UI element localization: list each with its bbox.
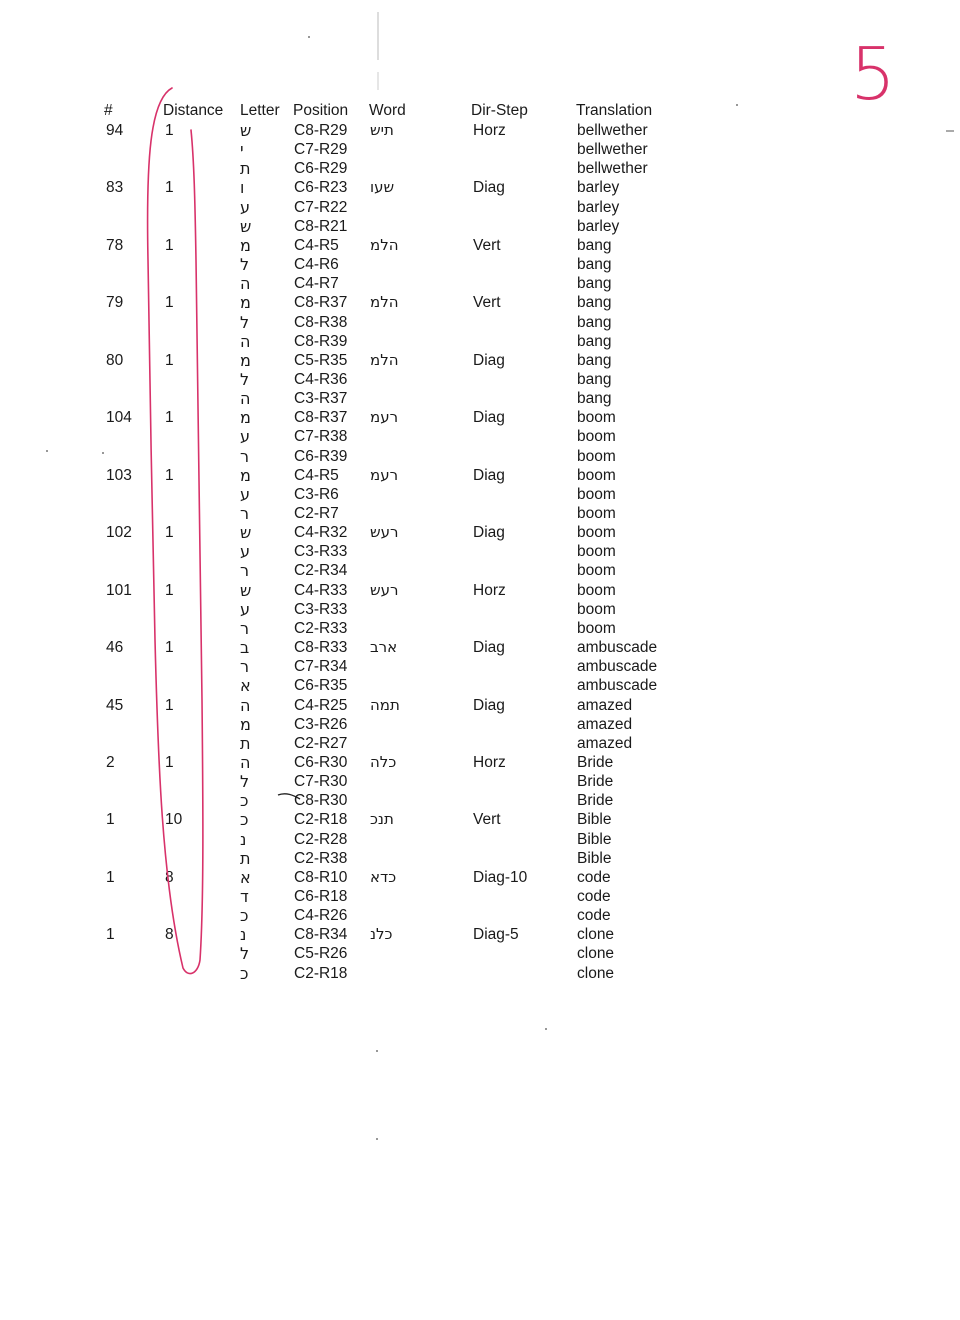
row-translation: code [577, 868, 611, 886]
row-position: C4-R36 [294, 370, 348, 388]
row-distance: 1 [165, 294, 174, 312]
row-num: 79 [106, 294, 124, 312]
row-position: C8-R21 [294, 217, 348, 235]
row-letter: ד [240, 887, 249, 906]
row-position: C4-R5 [294, 236, 339, 254]
row-letter: ר [240, 561, 250, 581]
row-letter: מ [240, 408, 251, 428]
row-translation: boom [577, 581, 616, 599]
row-position: C2-R18 [294, 811, 348, 829]
row-position: C3-R33 [294, 600, 348, 618]
row-distance: 1 [165, 466, 174, 484]
row-dir-step: Diag [473, 351, 505, 369]
row-letter: ת [240, 848, 251, 868]
row-word: כלה [370, 752, 397, 771]
row-letter: ל [240, 312, 250, 332]
row-word: ארב [370, 638, 398, 657]
row-letter: ש [240, 121, 252, 140]
row-position: C3-R6 [294, 485, 339, 503]
row-position: C2-R38 [294, 849, 348, 867]
pen-flick-mark [278, 794, 300, 799]
row-letter: כ [240, 963, 249, 983]
row-letter: ע [240, 427, 251, 447]
row-translation: ambuscade [577, 677, 658, 695]
row-num: 101 [106, 581, 132, 599]
row-position: C4-R32 [294, 524, 348, 542]
row-letter: ע [240, 599, 251, 619]
row-position: C8-R37 [294, 409, 348, 427]
row-translation: boom [577, 600, 616, 618]
row-translation: bang [577, 313, 612, 331]
row-word: רעש [370, 580, 399, 599]
header-translation: Translation [576, 102, 653, 119]
row-position: C2-R33 [294, 619, 348, 637]
row-position: C3-R33 [294, 543, 348, 561]
row-distance: 1 [165, 409, 174, 427]
row-position: C4-R26 [294, 907, 348, 925]
row-dir-step: Vert [473, 294, 501, 312]
row-letter: ה [240, 274, 251, 294]
row-translation: code [577, 907, 611, 925]
row-dir-step: Diag-10 [473, 868, 528, 886]
row-letter: י [240, 140, 244, 160]
row-position: C4-R5 [294, 466, 339, 484]
row-distance: 8 [165, 926, 174, 944]
row-letter: ה [240, 695, 251, 715]
row-translation: amazed [577, 734, 633, 752]
row-letter: ל [240, 369, 250, 389]
row-letter: מ [240, 293, 251, 313]
row-position: C8-R38 [294, 313, 348, 331]
row-translation: boom [577, 485, 616, 503]
row-translation: clone [577, 945, 615, 963]
row-translation: bang [577, 390, 612, 408]
row-translation: boom [577, 466, 616, 484]
row-translation: bellwether [577, 122, 648, 139]
row-num: 1 [106, 811, 115, 829]
row-letter: ע [240, 484, 251, 504]
row-position: C7-R29 [294, 141, 348, 159]
row-translation: barley [577, 198, 620, 216]
row-translation: Bride [577, 773, 614, 791]
header-position: Position [293, 102, 349, 119]
row-distance: 1 [165, 351, 174, 369]
row-translation: boom [577, 619, 616, 637]
row-translation: bellwether [577, 141, 648, 159]
row-position: C3-R26 [294, 715, 348, 733]
row-letter: ע [240, 197, 251, 217]
row-dir-step: Diag [473, 696, 505, 714]
row-position: C4-R33 [294, 581, 348, 599]
row-word: רעש [370, 523, 399, 542]
row-translation: barley [577, 217, 620, 235]
row-position: C7-R34 [294, 658, 348, 676]
row-translation: Bride [577, 753, 614, 771]
row-translation: boom [577, 543, 616, 561]
row-distance: 1 [165, 236, 174, 254]
row-position: C7-R22 [294, 198, 348, 216]
row-position: C8-R30 [294, 792, 348, 810]
row-translation: bang [577, 236, 612, 254]
row-word: תנכ [370, 810, 394, 829]
row-translation: bang [577, 294, 612, 312]
row-word: תיש [370, 121, 394, 139]
row-translation: bang [577, 275, 612, 293]
row-translation: Bible [577, 830, 612, 848]
row-distance: 1 [165, 524, 174, 542]
row-letter: כ [240, 810, 249, 830]
row-position: C4-R25 [294, 696, 348, 714]
row-num: 78 [106, 236, 124, 254]
scan-speck [736, 104, 738, 106]
row-letter: ל [240, 772, 250, 792]
row-letter: ת [240, 159, 251, 179]
row-distance: 8 [165, 868, 174, 886]
scan-speck [376, 1050, 378, 1052]
row-num: 103 [106, 466, 132, 484]
row-word: כדא [370, 867, 397, 886]
row-position: C6-R23 [294, 179, 348, 197]
row-letter: ה [240, 752, 251, 772]
row-position: C4-R6 [294, 256, 339, 274]
row-dir-step: Diag [473, 466, 505, 484]
row-translation: bang [577, 332, 612, 350]
header-letter: Letter [240, 102, 280, 119]
row-translation: Bride [577, 792, 614, 810]
row-position: C7-R30 [294, 773, 348, 791]
row-num: 2 [106, 753, 115, 771]
row-letter: א [240, 867, 251, 887]
row-position: C7-R38 [294, 428, 348, 446]
row-translation: Bible [577, 849, 612, 867]
row-distance: 1 [165, 581, 174, 599]
row-letter: ש [240, 523, 252, 543]
row-letter: ר [240, 504, 250, 523]
row-num: 104 [106, 409, 132, 427]
row-translation: clone [577, 926, 615, 944]
row-dir-step: Diag [473, 409, 505, 427]
row-translation: bang [577, 351, 612, 369]
row-translation: boom [577, 447, 616, 465]
row-letter: ו [240, 178, 245, 198]
row-translation: bang [577, 256, 612, 274]
row-dir-step: Horz [473, 581, 506, 599]
row-translation: boom [577, 524, 616, 542]
row-position: C6-R35 [294, 677, 348, 695]
row-letter: ה [240, 389, 251, 409]
row-num: 46 [106, 639, 124, 657]
row-num: 80 [106, 351, 124, 369]
row-translation: boom [577, 562, 616, 580]
row-dir-step: Diag [473, 524, 505, 542]
row-position: C8-R33 [294, 639, 348, 657]
scan-speck [308, 36, 310, 38]
row-translation: boom [577, 505, 616, 522]
row-position: C6-R39 [294, 447, 348, 465]
row-word: כלנ [370, 925, 393, 944]
row-letter: ל [240, 944, 250, 964]
page-number-annotation: 5 [850, 32, 896, 116]
row-distance: 1 [165, 696, 174, 714]
row-position: C2-R18 [294, 964, 348, 982]
row-translation: amazed [577, 696, 633, 714]
row-position: C8-R34 [294, 926, 348, 944]
row-position: C6-R29 [294, 160, 348, 178]
row-dir-step: Vert [473, 236, 501, 254]
row-letter: מ [240, 350, 251, 370]
header-word: Word [369, 102, 406, 119]
row-letter: מ [240, 714, 251, 734]
row-translation: Bible [577, 811, 612, 829]
row-translation: amazed [577, 715, 633, 733]
row-position: C2-R7 [294, 505, 339, 522]
header-num: # [104, 102, 113, 119]
row-word: הלמ [370, 235, 399, 254]
row-dir-step: Diag-5 [473, 926, 519, 944]
row-word: הלמ [370, 350, 399, 369]
row-letter: ר [240, 618, 250, 638]
row-dir-step: Vert [473, 811, 501, 829]
row-word: רעמ [370, 408, 399, 427]
row-position: C2-R27 [294, 734, 348, 752]
row-letter: ה [240, 331, 251, 351]
row-distance: 10 [165, 811, 183, 829]
row-letter: א [240, 676, 251, 696]
row-dir-step: Diag [473, 639, 505, 657]
row-translation: ambuscade [577, 639, 658, 657]
row-translation: clone [577, 964, 615, 982]
row-num: 102 [106, 524, 132, 542]
row-num: 1 [106, 926, 115, 944]
header-dir-step: Dir-Step [471, 102, 528, 119]
row-letter: ת [240, 733, 251, 753]
row-word: תמה [370, 695, 400, 714]
scan-speck [376, 1138, 378, 1140]
row-letter: ש [240, 216, 252, 236]
row-position: C6-R18 [294, 888, 348, 905]
row-distance: 1 [165, 122, 174, 139]
row-letter: ר [240, 446, 250, 466]
row-letter: נ [240, 925, 247, 945]
scan-speck [46, 450, 48, 452]
row-num: 45 [106, 696, 124, 714]
row-position: C5-R26 [294, 945, 348, 963]
row-position: C5-R35 [294, 351, 348, 369]
row-translation: barley [577, 179, 620, 197]
row-dir-step: Horz [473, 753, 506, 771]
row-position: C6-R30 [294, 753, 348, 771]
row-letter: ע [240, 542, 251, 562]
row-position: C8-R10 [294, 868, 348, 886]
red-pen-loop [148, 88, 203, 974]
row-translation: bang [577, 370, 612, 388]
row-num: 1 [106, 868, 115, 886]
row-position: C8-R29 [294, 122, 348, 139]
row-letter: כ [240, 791, 249, 811]
row-distance: 1 [165, 179, 174, 197]
row-translation: code [577, 888, 611, 905]
row-letter: מ [240, 465, 251, 485]
row-position: C4-R7 [294, 275, 339, 293]
row-word: הלמ [370, 293, 399, 312]
row-letter: ל [240, 255, 250, 275]
row-distance: 1 [165, 753, 174, 771]
row-translation: ambuscade [577, 658, 658, 676]
row-position: C2-R34 [294, 562, 348, 580]
row-distance: 1 [165, 639, 174, 657]
row-num: 83 [106, 179, 124, 197]
row-word: רעמ [370, 465, 399, 484]
row-num: 94 [106, 122, 124, 139]
header-distance: Distance [163, 102, 224, 119]
row-letter: ב [240, 638, 250, 658]
row-translation: boom [577, 409, 616, 427]
row-dir-step: Diag [473, 179, 505, 197]
row-letter: כ [240, 906, 249, 926]
row-letter: נ [240, 829, 247, 849]
row-letter: ש [240, 580, 252, 600]
row-position: C3-R37 [294, 390, 348, 408]
row-letter: ר [240, 657, 250, 677]
row-position: C8-R39 [294, 332, 348, 350]
row-translation: bellwether [577, 160, 648, 178]
row-position: C2-R28 [294, 830, 348, 848]
row-dir-step: Horz [473, 122, 506, 139]
row-translation: boom [577, 428, 616, 446]
row-position: C8-R37 [294, 294, 348, 312]
row-letter: מ [240, 235, 251, 255]
scan-speck [102, 452, 104, 454]
scan-speck [545, 1028, 547, 1030]
row-word: שעו [370, 178, 395, 197]
